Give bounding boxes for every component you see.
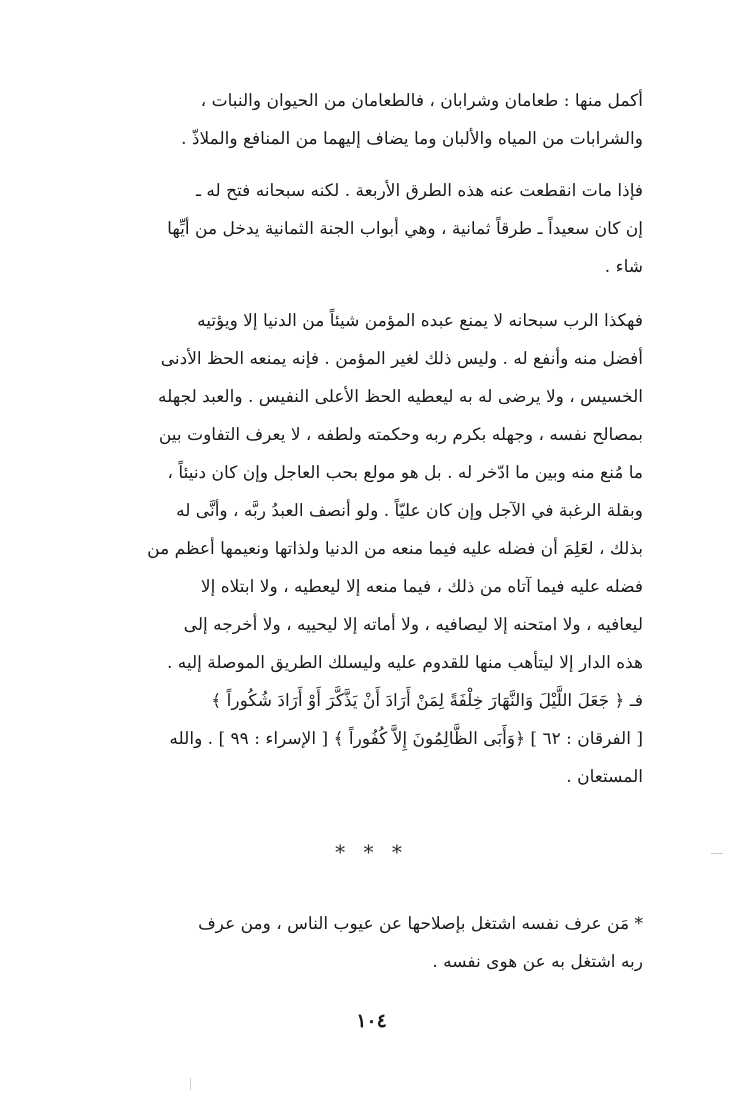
text-line: فهكذا الرب سبحانه لا يمنع عبده المؤمن شيئاً من الدنيا إلا ويؤتيه	[197, 311, 643, 331]
text-line: فإذا مات انقطعت عنه هذه الطرق الأربعة . لكنه سبحانه فتح له ـ	[196, 181, 643, 201]
quran-verse-line: فـ ﴿ جَعَلَ اللَّيْلَ وَالنَّهَارَ خِلْفَةً لِمَنْ أَرَادَ أَنْ يَذَّكَّرَ أَوْ أَرَادَ شُكُوراً ﴾	[211, 691, 643, 711]
text-line: فضله عليه فيما آتاه من ذلك ، فيما منعه إلا ليعطيه ، ولا ابتلاه إلا	[200, 577, 643, 597]
margin-mark	[190, 1078, 191, 1090]
text-line: بمصالح نفسه ، وجهله بكرم ربه وحكمته ولطفه ، لا يعرف التفاوت بين	[158, 425, 643, 445]
text-line: أفضل منه وأنفع له . وليس ذلك لغير المؤمن . فإنه يمنعه الحظ الأدنى	[160, 349, 643, 369]
page-number: ١٠٤	[356, 1010, 387, 1032]
text-line: أكمل منها : طعامان وشرابان ، فالطعامان من الحيوان والنبات ،	[200, 91, 643, 111]
section-separator: * * *	[335, 840, 408, 864]
margin-mark	[711, 853, 723, 854]
text-line: بذلك ، لعَلِمَ أن فضله عليه فيما منعه من الدنيا ولذاتها ونعيمها أعظم من	[147, 539, 643, 559]
quran-citation-line: [ الفرقان : ٦٢ ] ﴿وَأَبَى الظَّالِمُونَ إِلاَّ كُفُوراً ﴾ [ الإسراء : ٩٩ ] . والله	[169, 729, 643, 749]
text-line: شاء .	[604, 257, 643, 277]
text-line: الخسيس ، ولا يرضى له به ليعطيه الحظ الأعلى النفيس . والعبد لجهله	[158, 387, 643, 407]
paragraph-divine-wisdom	[100, 302, 643, 796]
text-line: ما مُنع منه وبين ما ادّخر له . بل هو مولع بحب العاجل وإن كان دنيئاً ،	[167, 463, 643, 483]
text-line: ربه اشتغل به عن هوى نفسه .	[432, 952, 643, 972]
text-line: * مَن عرف نفسه اشتغل بإصلاحها عن عيوب الناس ، ومن عرف	[198, 914, 643, 934]
text-line: ليعافيه ، ولا امتحنه إلا ليصافيه ، ولا أماته إلا ليحييه ، ولا أخرجه إلى	[183, 615, 643, 635]
text-line: والشرابات من المياه والألبان وما يضاف إليهما من المنافع والملاذّ .	[181, 129, 643, 149]
paragraph-self-knowledge	[100, 905, 643, 981]
text-line: وبقلة الرغبة في الآجل وإن كان عليّاً . ولو أنصف العبدُ ربَّه ، وأنَّى له	[176, 501, 643, 521]
text-line: هذه الدار إلا ليتأهب منها للقدوم عليه وليسلك الطريق الموصلة إليه .	[166, 653, 643, 673]
paragraph-food-drink	[100, 82, 643, 158]
paragraph-eight-gates	[100, 172, 643, 286]
text-line: المستعان .	[566, 767, 643, 787]
text-line: إن كان سعيداً ـ طرقاً ثمانية ، وهي أبواب الجنة الثمانية يدخل من أيِّها	[167, 219, 643, 239]
